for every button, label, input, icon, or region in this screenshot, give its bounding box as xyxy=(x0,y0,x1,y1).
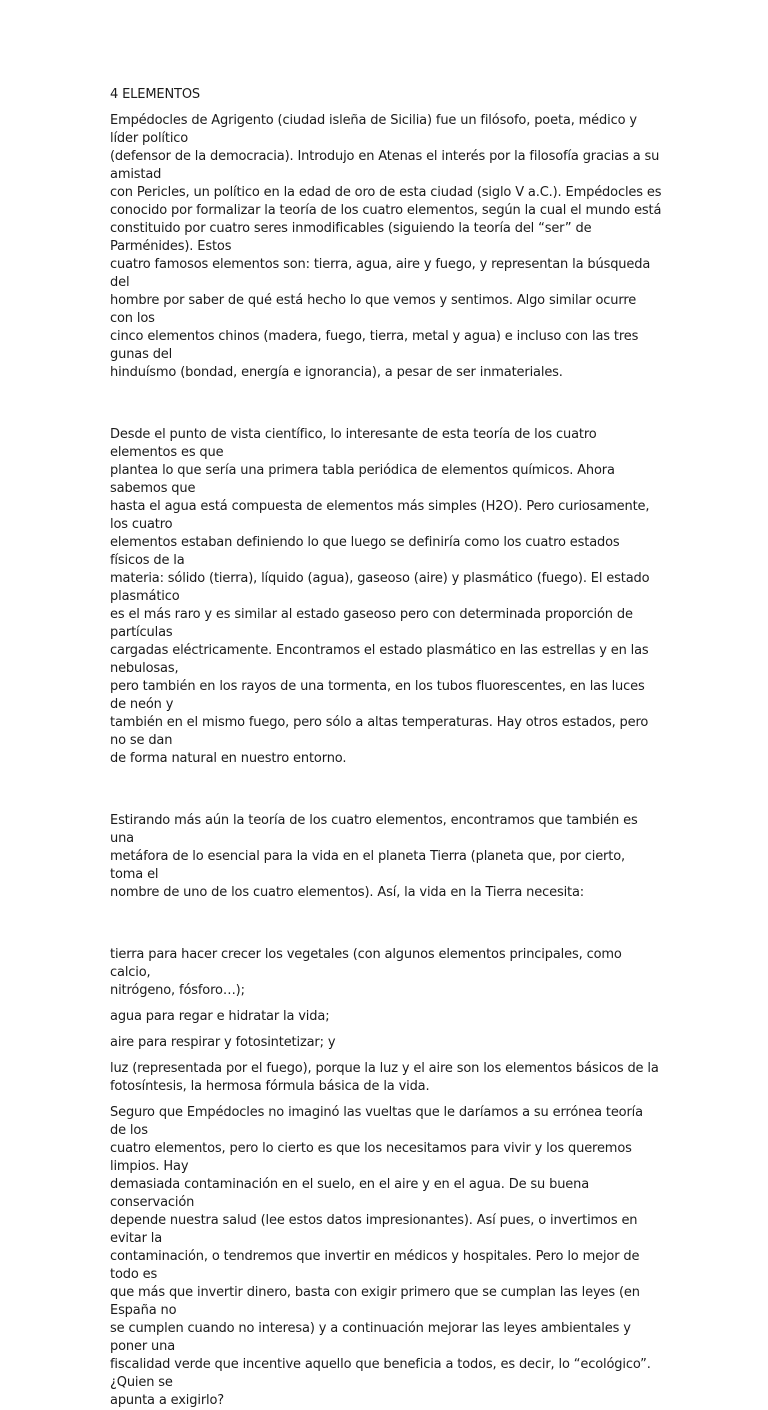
paragraph-2: Desde el punto de vista científico, lo interesante de esta teoría de los cuatro elementos es que plantea lo que sería una primera tabla periódica de elementos químicos. Ahora sabemos que hasta el agua está compuesta de elementos más simples (H2O). Pero curiosamente, los cuatro elementos estaban definiendo lo que luego se definiría como los cuatro estados físicos de la materia: sólido (tierra), líquido (agua), gaseoso (aire) y plasmático (fuego). El estado plasmático es el más raro y es similar al estado gaseoso pero con determinada proporción de partículas cargadas eléctricamente. Encontramos el estado plasmático en las estrellas y en las nebulosas, pero también en los rayos de una tormenta, en los tubos fluorescentes, en las luces de neón y también en el mismo fuego, pero sólo a altas temperaturas. Hay otros estados, pero no se dan de forma natural en nuestro entorno. xyxy=(110,427,650,766)
blank-line xyxy=(110,794,662,812)
blank-line xyxy=(110,408,662,426)
paragraph-4: Seguro que Empédocles no imaginó las vueltas que le daríamos a su errónea teoría de los cuatro elementos, pero lo cierto es que los necesitamos para vivir y los queremos limpios. Hay demasiada contaminación en el suelo, en el aire y en el agua. De su buena conservación depende nuestra salud (lee estos datos impresionantes). Así pues, o invertimos en evitar la contaminación, o tendremos que invertir en médicos y hospitales. Pero lo mejor de todo es que más que invertir dinero, basta con exigir primero que se cumplan las leyes (en España no se cumplen cuando no interesa) y a continuación mejorar las leyes ambientales y poner una fiscalidad verde que incentive aquello que beneficia a todos, es decir, lo “ecológico”. ¿Quien se apunta a exigirlo? xyxy=(110,1105,651,1408)
document-page xyxy=(110,86,662,1410)
list-item-aire: aire para respirar y fotosintetizar; y xyxy=(110,1035,336,1050)
document-title: 4 ELEMENTOS xyxy=(110,87,201,102)
list-item-tierra: tierra para hacer crecer los vegetales (con algunos elementos principales, como calcio, nitrógeno, fósforo…); xyxy=(110,947,622,998)
list-item-luz: luz (representada por el fuego), porque la luz y el aire son los elementos básicos de la fotosíntesis, la hermosa fórmula básica de la vida. xyxy=(110,1061,659,1094)
blank-line xyxy=(110,928,662,946)
list-item-agua: agua para regar e hidratar la vida; xyxy=(110,1009,330,1024)
paragraph-1: Empédocles de Agrigento (ciudad isleña de Sicilia) fue un filósofo, poeta, médico y líder político (defensor de la democracia). Introdujo en Atenas el interés por la filosofía gracias a su amistad con Pericles, un político en la edad de oro de esta ciudad (siglo V a.C.). Empédocles es conocido por formalizar la teoría de los cuatro elementos, según la cual el mundo está constituido por cuatro seres inmodificables (siguiendo la teoría del “ser” de Parménides). Estos cuatro famosos elementos son: tierra, agua, aire y fuego, y representan la búsqueda del hombre por saber de qué está hecho lo que vemos y sentimos. Algo similar ocurre con los cinco elementos chinos (madera, fuego, tierra, metal y agua) e incluso con las tres gunas del hinduísmo (bondad, energía e ignorancia), a pesar de ser inmateriales. xyxy=(110,113,662,380)
paragraph-3: Estirando más aún la teoría de los cuatro elementos, encontramos que también es una metáfora de lo esencial para la vida en el planeta Tierra (planeta que, por cierto, toma el nombre de uno de los cuatro elementos). Así, la vida en la Tierra necesita: xyxy=(110,813,638,900)
